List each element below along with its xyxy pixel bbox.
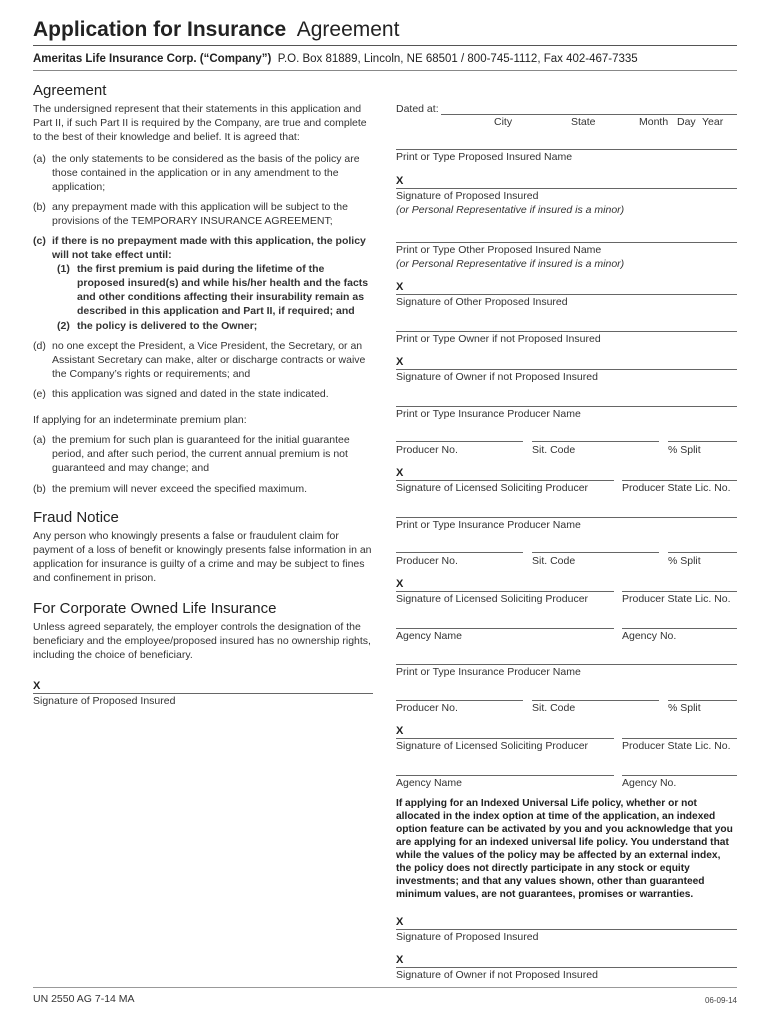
- agreement-item-a: [33, 152, 373, 196]
- iul-owner-signature-caption: Signature of Owner if not Proposed Insured: [396, 969, 598, 981]
- producer-3-split-caption: % Split: [668, 702, 701, 714]
- producer-1-sit-caption: Sit. Code: [532, 444, 576, 456]
- producer-3-split-line[interactable]: [668, 700, 737, 701]
- producer-3-no-caption: Producer No.: [396, 702, 458, 714]
- producer-2-name-caption: Print or Type Insurance Producer Name: [396, 519, 581, 531]
- item-label: (b): [33, 483, 46, 495]
- producer-1-signature-caption: Signature of Licensed Soliciting Producer: [396, 482, 589, 494]
- month-caption: Month: [639, 116, 669, 128]
- agency-1-no-line[interactable]: [622, 628, 737, 629]
- personal-rep-note: (or Personal Representative if insured is a minor): [396, 204, 625, 216]
- agreement-item-c2: [57, 319, 373, 335]
- owner-name-caption: Print or Type Owner if not Proposed Insured: [396, 333, 601, 345]
- indeterminate-intro: If applying for an indeterminate premium plan:: [33, 414, 247, 426]
- corporate-heading: For Corporate Owned Life Insurance: [33, 600, 277, 617]
- agreement-heading: Agreement: [33, 82, 107, 99]
- title-light: Agreement: [296, 18, 400, 41]
- producer-1-no-caption: Producer No.: [396, 444, 458, 456]
- dated-at-line[interactable]: [441, 114, 737, 115]
- personal-rep-note-2: (or Personal Representative if insured is a minor): [396, 258, 625, 270]
- x-mark: X: [396, 954, 404, 966]
- owner-signature-caption: Signature of Owner if not Proposed Insured: [396, 371, 598, 383]
- producer-3-sit-line[interactable]: [532, 700, 659, 701]
- item-label: (a): [33, 153, 46, 165]
- header-rule: [33, 45, 737, 46]
- agreement-item-c: [33, 234, 373, 264]
- owner-name-line[interactable]: [396, 331, 737, 332]
- agency-2-name-line[interactable]: [396, 775, 614, 776]
- item-text: this application was signed and dated in the state indicated.: [52, 388, 329, 400]
- proposed-insured-signature-line[interactable]: [396, 188, 737, 189]
- indeterminate-item-b: [33, 482, 373, 498]
- x-mark: X: [396, 725, 404, 737]
- fraud-text: Any person who knowingly presents a false or fraudulent claim for payment of a loss of benefit or knowingly presents false information in an application for insurance is guilty of a crime and may be subject to fines and confinement in prison.: [33, 530, 372, 584]
- day-caption: Day: [677, 116, 696, 128]
- agency-2-no-line[interactable]: [622, 775, 737, 776]
- producer-1-name-caption: Print or Type Insurance Producer Name: [396, 408, 581, 420]
- producer-1-name-line[interactable]: [396, 406, 737, 407]
- item-text: the first premium is paid during the lifetime of the proposed insured(s) and while his/her health and the facts and other conditions affecting their insurability remain as described in this application and Part II, if required; and: [77, 263, 369, 317]
- iul-owner-signature-line[interactable]: [396, 967, 737, 968]
- company-address: P.O. Box 81889, Lincoln, NE 68501 / 800-745-1112, Fax 402-467-7335: [277, 53, 638, 65]
- item-text: if there is no prepayment made with this application, the policy will not take effect until:: [52, 235, 366, 261]
- producer-1-sit-line[interactable]: [532, 441, 659, 442]
- x-mark: X: [33, 680, 41, 692]
- producer-2-sit-line[interactable]: [532, 552, 659, 553]
- producer-2-split-line[interactable]: [668, 552, 737, 553]
- item-label: (a): [33, 434, 46, 446]
- corporate-signature-line[interactable]: [33, 693, 373, 694]
- agency-1-name-line[interactable]: [396, 628, 614, 629]
- x-mark: X: [396, 281, 404, 293]
- agreement-item-c1: [57, 262, 373, 320]
- producer-3-name-caption: Print or Type Insurance Producer Name: [396, 666, 581, 678]
- dated-at-label: Dated at:: [396, 103, 439, 115]
- producer-2-split-caption: % Split: [668, 555, 701, 567]
- page-title: [33, 18, 399, 42]
- date-code: 06-09-14: [704, 996, 737, 1005]
- producer-2-no-line[interactable]: [396, 552, 523, 553]
- producer-2-sit-caption: Sit. Code: [532, 555, 576, 567]
- agency-2-no-caption: Agency No.: [622, 777, 677, 789]
- city-caption: City: [494, 116, 513, 128]
- fraud-heading: Fraud Notice: [33, 509, 119, 526]
- item-text: the policy is delivered to the Owner;: [77, 320, 258, 332]
- producer-3-signature-caption: Signature of Licensed Soliciting Producer: [396, 740, 589, 752]
- x-mark: X: [396, 356, 404, 368]
- footer-rule: [33, 987, 737, 988]
- state-caption: State: [571, 116, 596, 128]
- x-mark: X: [396, 578, 404, 590]
- x-mark: X: [396, 916, 404, 928]
- item-text: the premium for such plan is guaranteed for the initial guarantee period, and after such period, the current annual premium is not guaranteed and may change; and: [52, 434, 350, 474]
- corporate-signature-caption: Signature of Proposed Insured: [33, 695, 176, 707]
- other-insured-name-caption: Print or Type Other Proposed Insured Name: [396, 244, 602, 256]
- producer-2-lic-caption: Producer State Lic. No.: [622, 593, 731, 605]
- agreement-item-d: [33, 339, 373, 383]
- other-insured-signature-line[interactable]: [396, 294, 737, 295]
- producer-1-split-caption: % Split: [668, 444, 701, 456]
- indeterminate-item-a: [33, 433, 373, 477]
- proposed-insured-name-caption: Print or Type Proposed Insured Name: [396, 151, 573, 163]
- company-line: [33, 53, 638, 65]
- agreement-item-e: [33, 387, 373, 403]
- producer-3-lic-line[interactable]: [622, 738, 737, 739]
- item-label: (d): [33, 340, 46, 352]
- iul-insured-signature-caption: Signature of Proposed Insured: [396, 931, 539, 943]
- producer-2-name-line[interactable]: [396, 517, 737, 518]
- item-label: (b): [33, 201, 46, 213]
- iul-notice: If applying for an Indexed Universal Life policy, whether or not allocated in the index option at time of the application, an indexed option feature can be activated by you and you acknowledge that you are applying for an indexed universal life policy. You understand that while the values of the policy may be affected by an external index, the policy does not directly participate in any stock or equity investments; and that any values shown, other than guaranteed minimum values, are not guarantees, promises or warranties.: [396, 798, 733, 900]
- item-label: (e): [33, 388, 46, 400]
- iul-insured-signature-line[interactable]: [396, 929, 737, 930]
- proposed-insured-name-line[interactable]: [396, 149, 737, 150]
- owner-signature-line[interactable]: [396, 369, 737, 370]
- producer-2-signature-line[interactable]: [396, 591, 614, 592]
- other-insured-name-line[interactable]: [396, 242, 737, 243]
- agency-1-name-caption: Agency Name: [396, 630, 462, 642]
- proposed-insured-signature-caption: Signature of Proposed Insured: [396, 190, 539, 202]
- producer-3-name-line[interactable]: [396, 664, 737, 665]
- x-mark: X: [396, 467, 404, 479]
- producer-1-no-line[interactable]: [396, 441, 523, 442]
- producer-1-signature-line[interactable]: [396, 480, 614, 481]
- agency-2-name-caption: Agency Name: [396, 777, 462, 789]
- year-caption: Year: [702, 116, 724, 128]
- producer-1-split-line[interactable]: [668, 441, 737, 442]
- producer-2-lic-line[interactable]: [622, 591, 737, 592]
- company-rule: [33, 70, 737, 71]
- agreement-item-b: [33, 200, 373, 230]
- producer-3-sit-caption: Sit. Code: [532, 702, 576, 714]
- item-text: the premium will never exceed the specified maximum.: [52, 483, 308, 495]
- form-number: UN 2550 AG 7-14 MA: [33, 993, 135, 1005]
- other-insured-signature-caption: Signature of Other Proposed Insured: [396, 296, 568, 308]
- item-label: (2): [57, 320, 70, 332]
- x-mark: X: [396, 175, 404, 187]
- item-label: (1): [57, 263, 70, 275]
- producer-1-lic-caption: Producer State Lic. No.: [622, 482, 731, 494]
- agency-1-no-caption: Agency No.: [622, 630, 677, 642]
- producer-3-lic-caption: Producer State Lic. No.: [622, 740, 731, 752]
- corporate-text: Unless agreed separately, the employer controls the designation of the beneficiary and the employee/proposed insured has no ownership rights, including the choice of beneficiary.: [33, 621, 371, 661]
- item-text: no one except the President, a Vice President, the Secretary, or an Assistant Secretary can make, alter or discharge contracts or waive the Company’s rights or requirements; and: [52, 340, 366, 380]
- producer-3-no-line[interactable]: [396, 700, 523, 701]
- item-text: the only statements to be considered as the basis of the policy are those contained in the application or in any amendment to the application;: [52, 153, 360, 193]
- producer-1-lic-line[interactable]: [622, 480, 737, 481]
- agreement-intro: The undersigned represent that their statements in this application and Part II, if such Part II is required by the Company, are true and complete to the best of their knowledge and belief. It is agreed that:: [33, 103, 367, 143]
- item-text: any prepayment made with this application will be subject to the provisions of the TEMPORARY INSURANCE AGREEMENT;: [52, 201, 348, 227]
- producer-2-signature-caption: Signature of Licensed Soliciting Producer: [396, 593, 589, 605]
- title-bold: Application for Insurance: [33, 18, 287, 41]
- producer-3-signature-line[interactable]: [396, 738, 614, 739]
- item-label: (c): [33, 235, 46, 247]
- company-name: Ameritas Life Insurance Corp. (“Company”): [33, 53, 272, 65]
- producer-2-no-caption: Producer No.: [396, 555, 458, 567]
